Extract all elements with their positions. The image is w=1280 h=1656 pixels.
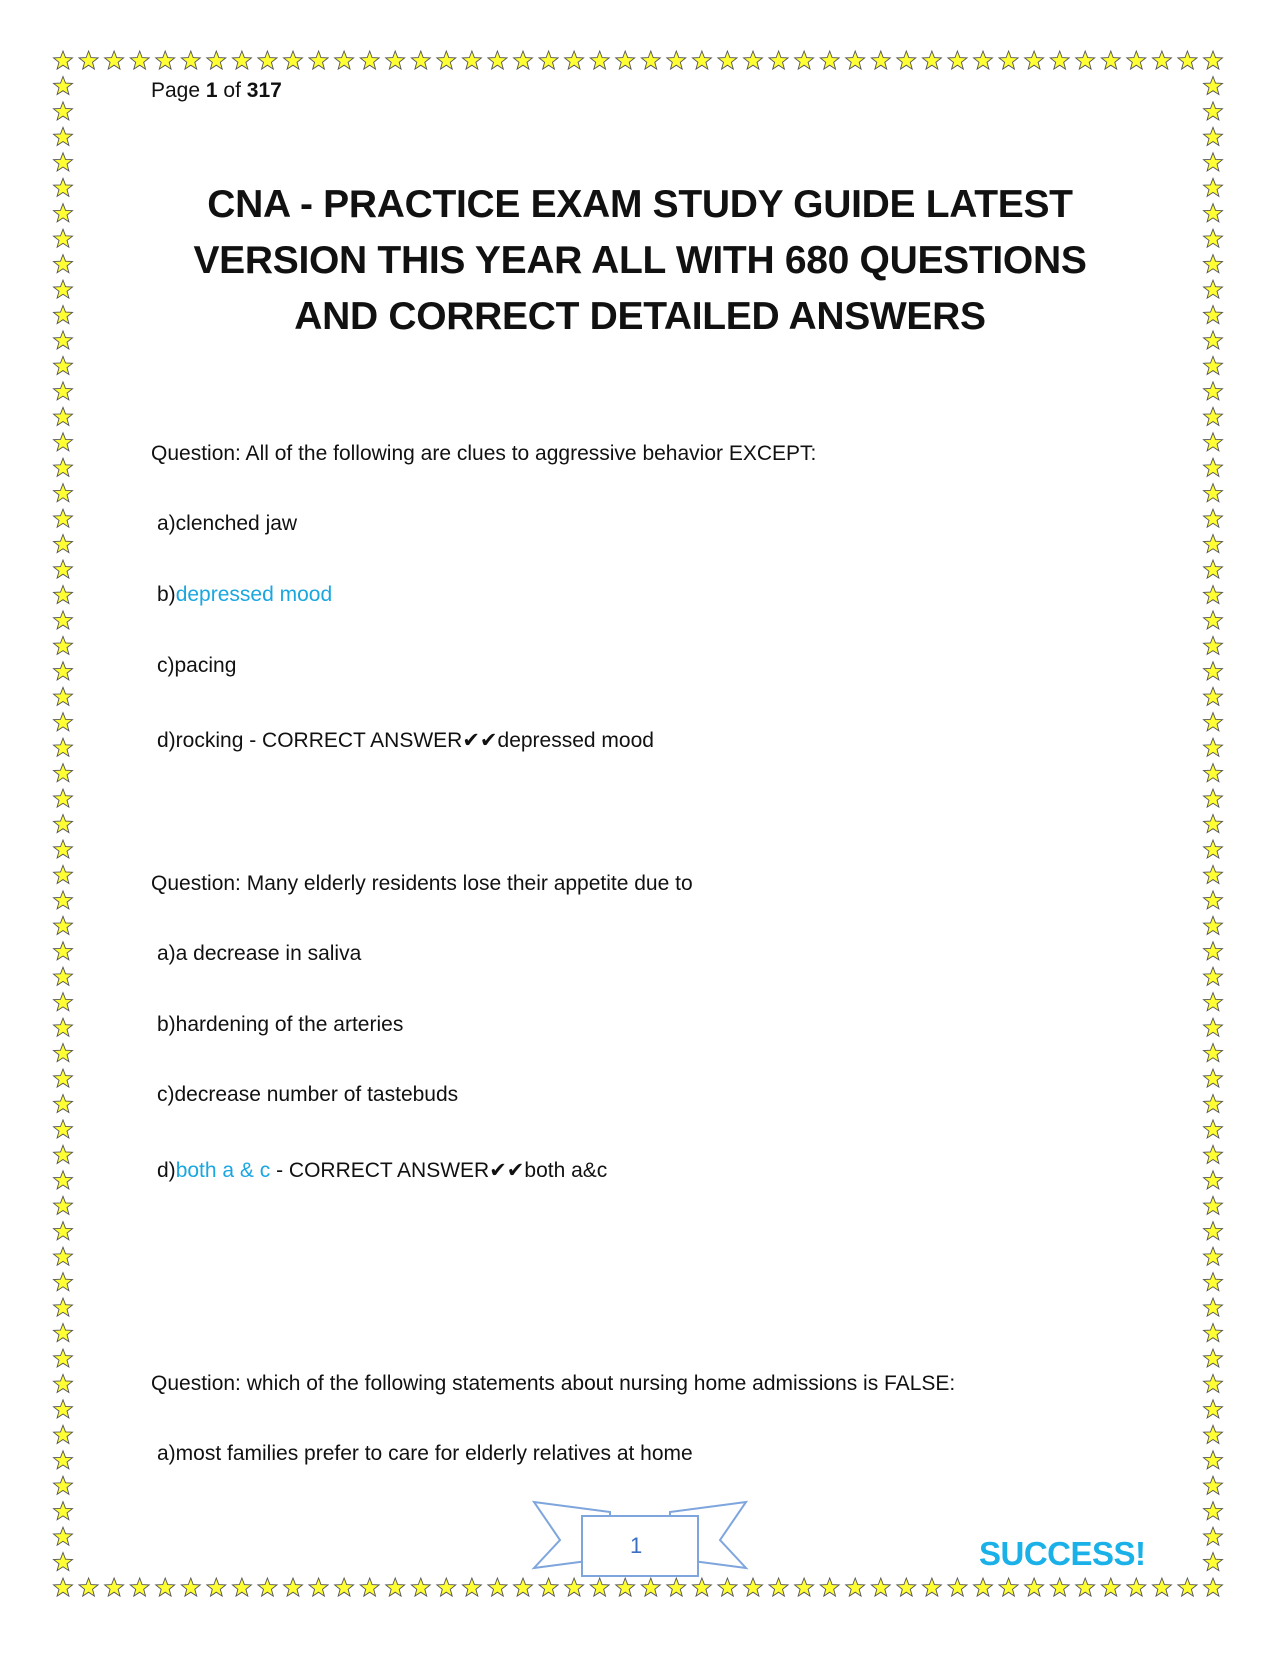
star-icon <box>54 331 73 349</box>
star-icon <box>1204 102 1223 120</box>
star-icon <box>232 51 251 69</box>
star-icon <box>1204 815 1223 833</box>
star-icon <box>1204 611 1223 629</box>
star-icon <box>667 51 686 69</box>
star-icon <box>514 1578 533 1596</box>
star-icon <box>54 306 73 324</box>
star-icon <box>1204 1324 1223 1342</box>
star-icon <box>1204 916 1223 934</box>
star-icon <box>54 942 73 960</box>
option-a: a)most families prefer to care for elderly relatives at home <box>157 1442 693 1465</box>
star-icon <box>1127 51 1146 69</box>
star-icon <box>897 1578 916 1596</box>
page-counter: Page 1 of 317 <box>151 79 282 102</box>
star-icon <box>1025 1578 1044 1596</box>
star-icon <box>1204 687 1223 705</box>
star-icon <box>590 51 609 69</box>
star-icon <box>54 789 73 807</box>
star-icon <box>1204 127 1223 145</box>
star-icon <box>641 1578 660 1596</box>
star-icon <box>488 1578 507 1596</box>
star-icon <box>1204 636 1223 654</box>
title-line: VERSION THIS YEAR ALL WITH 680 QUESTIONS <box>193 239 1087 282</box>
option-b: b)depressed mood <box>157 583 333 606</box>
star-icon <box>54 1553 73 1571</box>
star-icon <box>999 1578 1018 1596</box>
star-icon <box>54 458 73 476</box>
star-icon <box>1101 1578 1120 1596</box>
option-c: c)decrease number of tastebuds <box>157 1083 459 1106</box>
star-icon <box>54 687 73 705</box>
star-icon <box>54 738 73 756</box>
star-icon <box>514 51 533 69</box>
star-icon <box>360 51 379 69</box>
star-icon <box>1204 840 1223 858</box>
star-icon <box>922 1578 941 1596</box>
star-icon <box>105 51 124 69</box>
star-icon <box>181 1578 200 1596</box>
star-icon <box>974 1578 993 1596</box>
star-icon <box>54 1171 73 1189</box>
star-icon <box>1204 1502 1223 1520</box>
star-icon <box>769 51 788 69</box>
star-icon <box>667 1578 686 1596</box>
star-icon <box>54 509 73 527</box>
star-icon <box>1204 1196 1223 1214</box>
star-icon <box>718 51 737 69</box>
star-icon <box>820 1578 839 1596</box>
star-icon <box>309 51 328 69</box>
star-icon <box>846 1578 865 1596</box>
star-icon <box>1204 789 1223 807</box>
star-icon <box>54 865 73 883</box>
star-icon <box>54 407 73 425</box>
star-icon <box>462 1578 481 1596</box>
star-icon <box>539 51 558 69</box>
star-icon <box>1204 433 1223 451</box>
star-icon <box>1204 865 1223 883</box>
star-icon <box>1204 1476 1223 1494</box>
star-icon <box>1152 51 1171 69</box>
option-d-answer: d)rocking - CORRECT ANSWER✔✔depressed mood <box>157 729 654 752</box>
star-icon <box>795 1578 814 1596</box>
star-icon <box>1204 1527 1223 1545</box>
star-icon <box>488 51 507 69</box>
title-line: AND CORRECT DETAILED ANSWERS <box>294 295 986 338</box>
star-icon <box>1152 1578 1171 1596</box>
star-icon <box>565 1578 584 1596</box>
star-icon <box>1025 51 1044 69</box>
star-icon <box>54 1349 73 1367</box>
star-icon <box>54 356 73 374</box>
star-icon <box>1204 204 1223 222</box>
star-icon <box>1127 1578 1146 1596</box>
star-icon <box>1204 1553 1223 1571</box>
star-icon <box>1204 1298 1223 1316</box>
star-icon <box>54 102 73 120</box>
star-icon <box>1204 178 1223 196</box>
star-icon <box>1204 1018 1223 1036</box>
option-b: b)hardening of the arteries <box>157 1013 404 1036</box>
star-icon <box>1204 458 1223 476</box>
star-icon <box>54 535 73 553</box>
star-icon <box>1204 1171 1223 1189</box>
option-c: c)pacing <box>157 654 237 677</box>
star-icon <box>1204 382 1223 400</box>
star-icon <box>1204 1374 1223 1392</box>
star-icon <box>769 1578 788 1596</box>
star-icon <box>539 1578 558 1596</box>
star-icon <box>692 1578 711 1596</box>
star-icon <box>54 77 73 95</box>
star-icon <box>54 1273 73 1291</box>
star-icon <box>1204 560 1223 578</box>
star-icon <box>54 916 73 934</box>
star-icon <box>54 891 73 909</box>
star-icon <box>948 1578 967 1596</box>
star-icon <box>1204 1451 1223 1469</box>
star-icon <box>1204 764 1223 782</box>
star-icon <box>437 51 456 69</box>
document-title <box>140 177 1140 345</box>
star-icon <box>1204 356 1223 374</box>
star-icon <box>1204 1400 1223 1418</box>
star-icon <box>54 1222 73 1240</box>
star-icon <box>1204 153 1223 171</box>
star-icon <box>1204 484 1223 502</box>
star-icon <box>54 1298 73 1316</box>
star-icon <box>54 51 73 69</box>
star-icon <box>156 51 175 69</box>
star-icon <box>948 51 967 69</box>
star-icon <box>54 1502 73 1520</box>
star-icon <box>1204 1120 1223 1138</box>
star-icon <box>1204 1145 1223 1163</box>
title-line: CNA - PRACTICE EXAM STUDY GUIDE LATEST <box>207 183 1073 226</box>
star-icon <box>54 993 73 1011</box>
star-icon <box>641 51 660 69</box>
star-icon <box>54 1095 73 1113</box>
star-icon <box>130 51 149 69</box>
question-1: Question: All of the following are clues to aggressive behavior EXCEPT: <box>151 442 817 465</box>
star-icon <box>54 153 73 171</box>
star-icon <box>54 178 73 196</box>
star-icon <box>411 1578 430 1596</box>
star-icon <box>1204 306 1223 324</box>
star-icon <box>590 1578 609 1596</box>
star-icon <box>54 611 73 629</box>
star-icon <box>156 1578 175 1596</box>
star-icon <box>1101 51 1120 69</box>
star-icon <box>181 51 200 69</box>
star-icon <box>974 51 993 69</box>
star-icon <box>1204 967 1223 985</box>
star-icon <box>871 1578 890 1596</box>
star-icon <box>1204 1578 1223 1596</box>
star-icon <box>207 51 226 69</box>
star-icon <box>1204 331 1223 349</box>
star-icon <box>54 229 73 247</box>
star-icon <box>1050 1578 1069 1596</box>
star-icon <box>1178 51 1197 69</box>
star-icon <box>1204 1069 1223 1087</box>
star-icon <box>1204 255 1223 273</box>
star-icon <box>335 1578 354 1596</box>
star-icon <box>79 51 98 69</box>
star-icon <box>54 1044 73 1062</box>
option-d-answer: d)both a & c - CORRECT ANSWER✔✔both a&c <box>157 1159 608 1182</box>
question-2: Question: Many elderly residents lose their appetite due to <box>151 872 693 895</box>
star-icon <box>54 1451 73 1469</box>
star-icon <box>54 1196 73 1214</box>
star-icon <box>386 51 405 69</box>
star-icon <box>1204 1247 1223 1265</box>
star-icon <box>54 127 73 145</box>
star-icon <box>54 967 73 985</box>
star-icon <box>922 51 941 69</box>
star-icon <box>1204 1044 1223 1062</box>
star-icon <box>616 1578 635 1596</box>
star-icon <box>1204 738 1223 756</box>
star-icon <box>1204 51 1223 69</box>
star-icon <box>718 1578 737 1596</box>
star-icon <box>1204 1349 1223 1367</box>
star-icon <box>1204 1273 1223 1291</box>
star-icon <box>54 636 73 654</box>
star-icon <box>744 1578 763 1596</box>
star-icon <box>309 1578 328 1596</box>
star-icon <box>744 51 763 69</box>
star-icon <box>54 204 73 222</box>
star-icon <box>1204 509 1223 527</box>
star-icon <box>1204 1425 1223 1443</box>
star-icon <box>1076 1578 1095 1596</box>
star-icon <box>1204 713 1223 731</box>
star-icon <box>207 1578 226 1596</box>
star-icon <box>411 51 430 69</box>
star-icon <box>54 1476 73 1494</box>
star-icon <box>232 1578 251 1596</box>
star-icon <box>54 586 73 604</box>
star-icon <box>871 51 890 69</box>
star-icon <box>795 51 814 69</box>
star-icon <box>1204 891 1223 909</box>
star-icon <box>54 713 73 731</box>
star-icon <box>1204 993 1223 1011</box>
star-icon <box>54 1374 73 1392</box>
option-a: a)a decrease in saliva <box>157 942 362 965</box>
star-icon <box>692 51 711 69</box>
star-icon <box>437 1578 456 1596</box>
star-icon <box>284 51 303 69</box>
star-icon <box>54 1247 73 1265</box>
star-icon <box>54 662 73 680</box>
star-icon <box>1076 51 1095 69</box>
star-icon <box>1204 407 1223 425</box>
star-icon <box>1204 662 1223 680</box>
star-icon <box>1178 1578 1197 1596</box>
success-slogan: SUCCESS! <box>979 1535 1146 1572</box>
star-icon <box>616 51 635 69</box>
star-icon <box>54 255 73 273</box>
star-icon <box>54 433 73 451</box>
star-icon <box>1204 586 1223 604</box>
star-icon <box>999 51 1018 69</box>
star-icon <box>54 1069 73 1087</box>
star-icon <box>820 51 839 69</box>
star-icon <box>54 1120 73 1138</box>
star-icon <box>54 484 73 502</box>
star-icon <box>1050 51 1069 69</box>
star-icon <box>846 51 865 69</box>
question-3: Question: which of the following statements about nursing home admissions is FALSE: <box>151 1372 956 1395</box>
star-icon <box>54 1400 73 1418</box>
star-icon <box>335 51 354 69</box>
star-icon <box>54 1018 73 1036</box>
star-icon <box>1204 1095 1223 1113</box>
page-number: 1 <box>630 1533 643 1558</box>
star-icon <box>79 1578 98 1596</box>
star-icon <box>258 1578 277 1596</box>
star-icon <box>360 1578 379 1596</box>
star-icon <box>386 1578 405 1596</box>
star-icon <box>54 560 73 578</box>
star-icon <box>565 51 584 69</box>
star-icon <box>54 840 73 858</box>
star-icon <box>130 1578 149 1596</box>
star-icon <box>54 1324 73 1342</box>
star-icon <box>1204 280 1223 298</box>
star-icon <box>54 382 73 400</box>
option-a: a)clenched jaw <box>157 512 298 535</box>
star-icon <box>284 1578 303 1596</box>
star-icon <box>54 1145 73 1163</box>
star-icon <box>54 1578 73 1596</box>
star-icon <box>54 280 73 298</box>
star-icon <box>54 1425 73 1443</box>
star-icon <box>1204 535 1223 553</box>
star-icon <box>1204 77 1223 95</box>
star-icon <box>1204 229 1223 247</box>
star-icon <box>897 51 916 69</box>
star-icon <box>105 1578 124 1596</box>
star-icon <box>54 815 73 833</box>
star-icon <box>54 1527 73 1545</box>
star-icon <box>258 51 277 69</box>
star-icon <box>54 764 73 782</box>
star-icon <box>1204 1222 1223 1240</box>
star-icon <box>462 51 481 69</box>
star-icon <box>1204 942 1223 960</box>
